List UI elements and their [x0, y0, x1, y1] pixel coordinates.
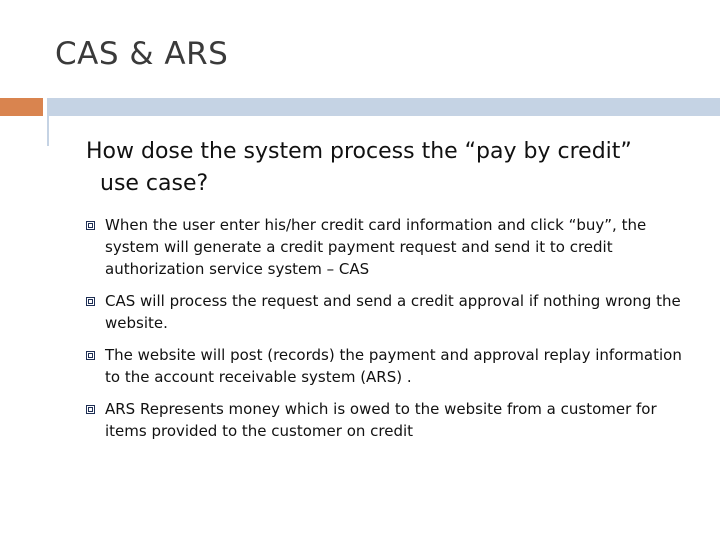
bullet-list — [86, 214, 696, 442]
list-item — [86, 214, 696, 280]
square-bullet-icon — [86, 351, 95, 360]
bullet-text: CAS will process the request and send a credit approval if nothing wrong the website. — [105, 292, 681, 332]
accent-bar-orange — [0, 98, 43, 116]
slide-title: CAS & ARS — [55, 36, 229, 72]
heading-line-2: use case? — [100, 171, 209, 196]
list-item — [86, 398, 696, 442]
list-item — [86, 344, 696, 388]
square-bullet-icon — [86, 297, 95, 306]
bullet-text: ARS Represents money which is owed to the website from a customer for items provided to the customer on credit — [105, 400, 657, 440]
square-bullet-icon — [86, 405, 95, 414]
slide-body — [86, 136, 696, 452]
accent-bar-blue — [47, 98, 720, 116]
list-item — [86, 290, 696, 334]
square-bullet-icon — [86, 221, 95, 230]
bullet-text: The website will post (records) the payment and approval replay information to the account receivable system (ARS) . — [105, 346, 682, 386]
accent-vertical-line — [47, 116, 49, 146]
body-heading — [86, 136, 696, 200]
heading-line-1: How dose the system process the “pay by credit” — [86, 139, 632, 164]
bullet-text: When the user enter his/her credit card information and click “buy”, the system will generate a credit payment request and send it to credit authorization service system – CAS — [105, 216, 647, 278]
